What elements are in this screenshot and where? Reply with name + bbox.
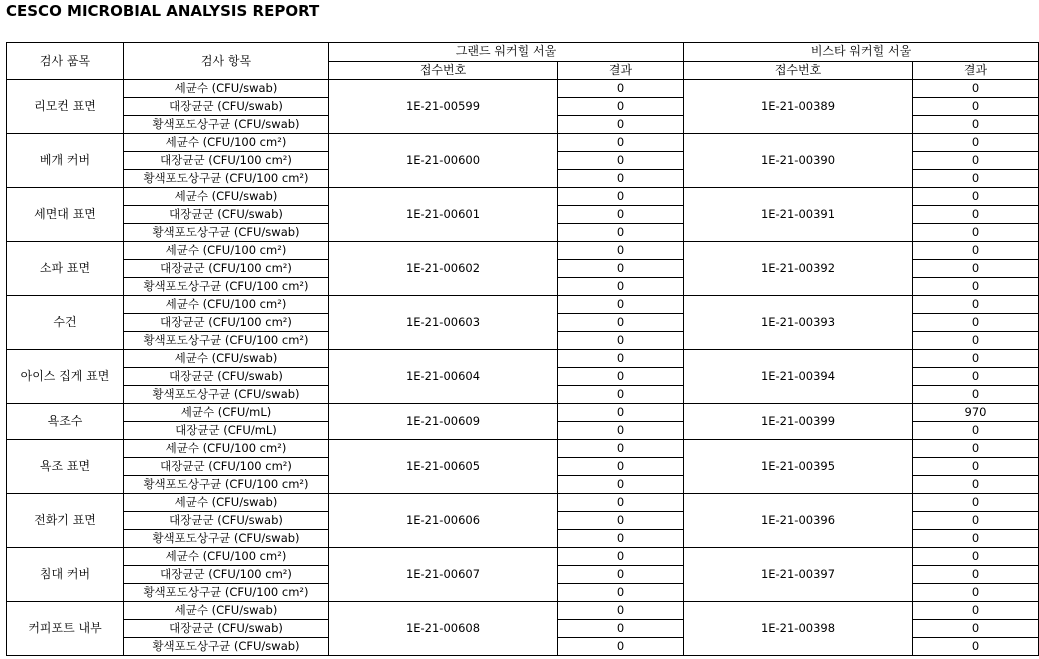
- sample-item-cell: 세면대 표면: [7, 188, 124, 242]
- table-row: [7, 188, 1039, 206]
- result-vista: 0: [913, 98, 1039, 116]
- header-site-vista-walkerhill: 비스타 워커힐 서울: [684, 43, 1039, 62]
- receipt-number-vista: 1E-21-00392: [684, 242, 913, 296]
- result-vista: 0: [913, 440, 1039, 458]
- result-grand: 0: [558, 332, 684, 350]
- sample-item-cell: 수건: [7, 296, 124, 350]
- result-vista: 0: [913, 584, 1039, 602]
- result-grand: 0: [558, 98, 684, 116]
- result-vista: 0: [913, 170, 1039, 188]
- receipt-number-grand: 1E-21-00599: [329, 80, 558, 134]
- result-grand: 0: [558, 116, 684, 134]
- result-vista: 0: [913, 602, 1039, 620]
- result-vista: 0: [913, 332, 1039, 350]
- result-grand: 0: [558, 530, 684, 548]
- header-site-grand-walkerhill: 그랜드 워커힐 서울: [329, 43, 684, 62]
- result-grand: 0: [558, 368, 684, 386]
- result-vista: 0: [913, 80, 1039, 98]
- result-grand: 0: [558, 152, 684, 170]
- result-vista: 0: [913, 278, 1039, 296]
- table-row: [7, 548, 1039, 566]
- result-grand: 0: [558, 170, 684, 188]
- test-item-cell: 황색포도상구균 (CFU/100 cm²): [124, 584, 329, 602]
- test-item-cell: 황색포도상구균 (CFU/100 cm²): [124, 332, 329, 350]
- receipt-number-vista: 1E-21-00396: [684, 494, 913, 548]
- table-row: [7, 350, 1039, 368]
- result-grand: 0: [558, 548, 684, 566]
- result-vista: 0: [913, 476, 1039, 494]
- result-vista: 0: [913, 422, 1039, 440]
- result-grand: 0: [558, 350, 684, 368]
- result-vista: 0: [913, 512, 1039, 530]
- header-item: 검사 품목: [7, 43, 124, 80]
- result-vista: 0: [913, 530, 1039, 548]
- test-item-cell: 대장균군 (CFU/100 cm²): [124, 152, 329, 170]
- receipt-number-grand: 1E-21-00608: [329, 602, 558, 656]
- receipt-number-grand: 1E-21-00604: [329, 350, 558, 404]
- test-item-cell: 세균수 (CFU/100 cm²): [124, 134, 329, 152]
- sample-item-cell: 베개 커버: [7, 134, 124, 188]
- result-vista: 0: [913, 386, 1039, 404]
- sample-item-cell: 전화기 표면: [7, 494, 124, 548]
- receipt-number-grand: 1E-21-00605: [329, 440, 558, 494]
- test-item-cell: 세균수 (CFU/swab): [124, 350, 329, 368]
- result-vista: 970: [913, 404, 1039, 422]
- table-row: [7, 134, 1039, 152]
- result-grand: 0: [558, 278, 684, 296]
- sample-item-cell: 아이스 집게 표면: [7, 350, 124, 404]
- test-item-cell: 세균수 (CFU/100 cm²): [124, 548, 329, 566]
- sample-item-cell: 커피포트 내부: [7, 602, 124, 656]
- result-grand: 0: [558, 494, 684, 512]
- result-vista: 0: [913, 242, 1039, 260]
- header-result-1: 결과: [558, 61, 684, 80]
- test-item-cell: 대장균군 (CFU/swab): [124, 512, 329, 530]
- result-grand: 0: [558, 386, 684, 404]
- test-item-cell: 세균수 (CFU/100 cm²): [124, 296, 329, 314]
- receipt-number-grand: 1E-21-00601: [329, 188, 558, 242]
- microbial-results-table: [6, 42, 1039, 656]
- result-vista: 0: [913, 296, 1039, 314]
- receipt-number-vista: 1E-21-00394: [684, 350, 913, 404]
- result-grand: 0: [558, 206, 684, 224]
- test-item-cell: 세균수 (CFU/mL): [124, 404, 329, 422]
- result-grand: 0: [558, 602, 684, 620]
- result-grand: 0: [558, 476, 684, 494]
- test-item-cell: 황색포도상구균 (CFU/swab): [124, 638, 329, 656]
- receipt-number-grand: 1E-21-00606: [329, 494, 558, 548]
- test-item-cell: 세균수 (CFU/swab): [124, 602, 329, 620]
- result-grand: 0: [558, 566, 684, 584]
- result-grand: 0: [558, 224, 684, 242]
- result-vista: 0: [913, 548, 1039, 566]
- test-item-cell: 세균수 (CFU/swab): [124, 188, 329, 206]
- test-item-cell: 세균수 (CFU/swab): [124, 494, 329, 512]
- test-item-cell: 세균수 (CFU/100 cm²): [124, 242, 329, 260]
- sample-item-cell: 리모컨 표면: [7, 80, 124, 134]
- table-row: [7, 296, 1039, 314]
- sample-item-cell: 욕조수: [7, 404, 124, 440]
- result-vista: 0: [913, 134, 1039, 152]
- result-vista: 0: [913, 224, 1039, 242]
- test-item-cell: 황색포도상구균 (CFU/100 cm²): [124, 476, 329, 494]
- result-grand: 0: [558, 80, 684, 98]
- receipt-number-grand: 1E-21-00602: [329, 242, 558, 296]
- table-row: [7, 242, 1039, 260]
- test-item-cell: 황색포도상구균 (CFU/100 cm²): [124, 278, 329, 296]
- result-vista: 0: [913, 314, 1039, 332]
- result-grand: 0: [558, 260, 684, 278]
- result-grand: 0: [558, 458, 684, 476]
- result-vista: 0: [913, 566, 1039, 584]
- result-grand: 0: [558, 296, 684, 314]
- test-item-cell: 세균수 (CFU/swab): [124, 80, 329, 98]
- table-row: [7, 494, 1039, 512]
- header-test: 검사 항목: [124, 43, 329, 80]
- test-item-cell: 대장균군 (CFU/mL): [124, 422, 329, 440]
- receipt-number-vista: 1E-21-00397: [684, 548, 913, 602]
- header-receipt-2: 접수번호: [684, 61, 913, 80]
- result-grand: 0: [558, 440, 684, 458]
- test-item-cell: 대장균군 (CFU/100 cm²): [124, 458, 329, 476]
- result-vista: 0: [913, 260, 1039, 278]
- table-row: [7, 80, 1039, 98]
- receipt-number-vista: 1E-21-00389: [684, 80, 913, 134]
- test-item-cell: 대장균군 (CFU/swab): [124, 368, 329, 386]
- result-grand: 0: [558, 512, 684, 530]
- result-vista: 0: [913, 368, 1039, 386]
- result-grand: 0: [558, 584, 684, 602]
- result-vista: 0: [913, 638, 1039, 656]
- table-header: [7, 43, 1039, 80]
- test-item-cell: 대장균군 (CFU/100 cm²): [124, 566, 329, 584]
- table-body: [7, 80, 1039, 656]
- receipt-number-vista: 1E-21-00398: [684, 602, 913, 656]
- receipt-number-vista: 1E-21-00395: [684, 440, 913, 494]
- test-item-cell: 황색포도상구균 (CFU/swab): [124, 116, 329, 134]
- test-item-cell: 대장균군 (CFU/100 cm²): [124, 260, 329, 278]
- test-item-cell: 세균수 (CFU/100 cm²): [124, 440, 329, 458]
- receipt-number-grand: 1E-21-00609: [329, 404, 558, 440]
- test-item-cell: 황색포도상구균 (CFU/100 cm²): [124, 170, 329, 188]
- result-grand: 0: [558, 188, 684, 206]
- receipt-number-vista: 1E-21-00391: [684, 188, 913, 242]
- test-item-cell: 황색포도상구균 (CFU/swab): [124, 530, 329, 548]
- sample-item-cell: 침대 커버: [7, 548, 124, 602]
- sample-item-cell: 소파 표면: [7, 242, 124, 296]
- receipt-number-vista: 1E-21-00390: [684, 134, 913, 188]
- test-item-cell: 대장균군 (CFU/swab): [124, 620, 329, 638]
- receipt-number-grand: 1E-21-00600: [329, 134, 558, 188]
- result-vista: 0: [913, 350, 1039, 368]
- result-grand: 0: [558, 404, 684, 422]
- result-vista: 0: [913, 152, 1039, 170]
- result-vista: 0: [913, 620, 1039, 638]
- receipt-number-vista: 1E-21-00399: [684, 404, 913, 440]
- result-grand: 0: [558, 422, 684, 440]
- table-row: [7, 440, 1039, 458]
- result-vista: 0: [913, 458, 1039, 476]
- report-title: CESCO MICROBIAL ANALYSIS REPORT: [6, 2, 320, 20]
- result-vista: 0: [913, 188, 1039, 206]
- test-item-cell: 대장균군 (CFU/swab): [124, 98, 329, 116]
- test-item-cell: 대장균군 (CFU/swab): [124, 206, 329, 224]
- test-item-cell: 대장균군 (CFU/100 cm²): [124, 314, 329, 332]
- result-grand: 0: [558, 242, 684, 260]
- receipt-number-grand: 1E-21-00603: [329, 296, 558, 350]
- test-item-cell: 황색포도상구균 (CFU/swab): [124, 386, 329, 404]
- table-row: [7, 404, 1039, 422]
- header-receipt-1: 접수번호: [329, 61, 558, 80]
- sample-item-cell: 욕조 표면: [7, 440, 124, 494]
- result-vista: 0: [913, 206, 1039, 224]
- result-vista: 0: [913, 116, 1039, 134]
- test-item-cell: 황색포도상구균 (CFU/swab): [124, 224, 329, 242]
- table-row: [7, 602, 1039, 620]
- result-grand: 0: [558, 620, 684, 638]
- result-vista: 0: [913, 494, 1039, 512]
- result-grand: 0: [558, 134, 684, 152]
- header-result-2: 결과: [913, 61, 1039, 80]
- result-grand: 0: [558, 314, 684, 332]
- receipt-number-vista: 1E-21-00393: [684, 296, 913, 350]
- receipt-number-grand: 1E-21-00607: [329, 548, 558, 602]
- result-grand: 0: [558, 638, 684, 656]
